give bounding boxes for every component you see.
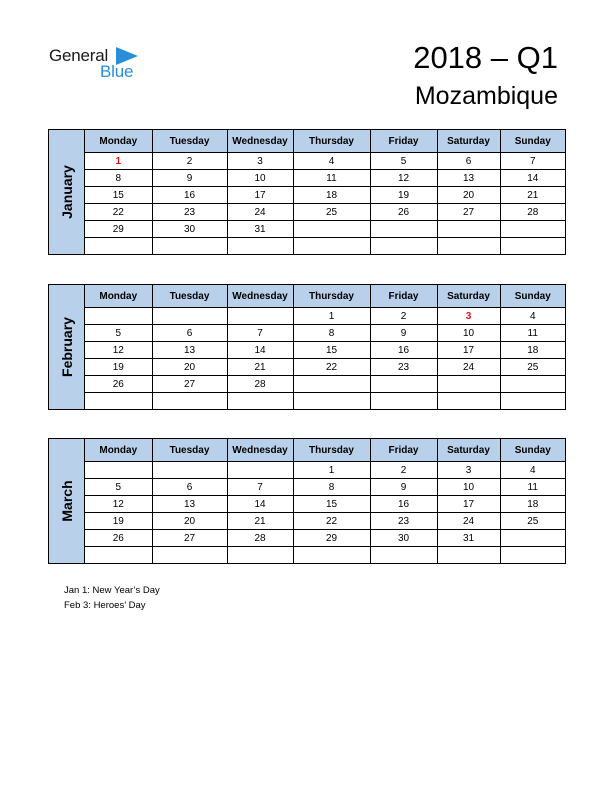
day-cell xyxy=(227,393,293,410)
day-cell xyxy=(227,547,293,564)
day-cell xyxy=(500,393,565,410)
week-row xyxy=(85,204,565,221)
week-row xyxy=(85,479,565,496)
day-cell: 21 xyxy=(227,359,293,376)
day-cell: 29 xyxy=(293,530,370,547)
day-cell xyxy=(293,238,370,255)
day-cell xyxy=(500,376,565,393)
weekday-header: Friday xyxy=(370,439,437,462)
month-side-label xyxy=(49,285,85,409)
day-cell xyxy=(293,393,370,410)
holiday-notes xyxy=(64,583,160,613)
day-cell: 19 xyxy=(85,513,152,530)
month-side-label xyxy=(49,439,85,563)
day-cell xyxy=(293,547,370,564)
month-grid xyxy=(85,439,565,563)
day-cell: 5 xyxy=(85,325,152,342)
day-cell xyxy=(437,221,500,238)
day-cell: 5 xyxy=(85,479,152,496)
day-cell: 13 xyxy=(437,170,500,187)
day-cell: 15 xyxy=(293,496,370,513)
day-cell: 23 xyxy=(370,359,437,376)
day-cell: 10 xyxy=(437,479,500,496)
day-cell xyxy=(227,462,293,479)
day-cell: 4 xyxy=(500,462,565,479)
day-cell xyxy=(293,221,370,238)
country-name: Mozambique xyxy=(414,82,558,110)
day-cell: 17 xyxy=(227,187,293,204)
weekday-header: Wednesday xyxy=(227,439,293,462)
day-cell xyxy=(152,462,227,479)
day-cell: 20 xyxy=(152,513,227,530)
weekday-header: Tuesday xyxy=(152,130,227,153)
weekday-header: Sunday xyxy=(500,130,565,153)
day-cell: 11 xyxy=(500,325,565,342)
weekday-header: Tuesday xyxy=(152,439,227,462)
day-cell: 15 xyxy=(85,187,152,204)
day-cell: 12 xyxy=(85,496,152,513)
day-cell: 19 xyxy=(370,187,437,204)
day-cell xyxy=(85,393,152,410)
day-cell xyxy=(293,376,370,393)
day-cell: 2 xyxy=(370,308,437,325)
day-cell: 10 xyxy=(227,170,293,187)
weekday-header: Wednesday xyxy=(227,285,293,308)
week-row xyxy=(85,308,565,325)
day-cell: 7 xyxy=(500,153,565,170)
day-cell: 16 xyxy=(152,187,227,204)
day-cell xyxy=(500,221,565,238)
month-name: January xyxy=(58,165,75,219)
day-cell: 3 xyxy=(437,462,500,479)
weekday-header: Friday xyxy=(370,285,437,308)
weekday-header: Wednesday xyxy=(227,130,293,153)
day-cell: 7 xyxy=(227,325,293,342)
day-cell: 8 xyxy=(85,170,152,187)
day-cell xyxy=(85,238,152,255)
weekday-header: Saturday xyxy=(437,439,500,462)
week-row xyxy=(85,359,565,376)
week-row xyxy=(85,393,565,410)
day-cell xyxy=(152,547,227,564)
weekday-header: Thursday xyxy=(293,285,370,308)
day-cell: 30 xyxy=(370,530,437,547)
day-cell: 26 xyxy=(85,376,152,393)
day-cell: 29 xyxy=(85,221,152,238)
month-calendar-february xyxy=(48,284,566,410)
day-cell: 23 xyxy=(152,204,227,221)
holiday-note: Feb 3: Heroes’ Day xyxy=(64,600,146,611)
weekday-header: Saturday xyxy=(437,130,500,153)
day-cell: 31 xyxy=(437,530,500,547)
day-cell xyxy=(500,547,565,564)
day-cell: 18 xyxy=(293,187,370,204)
day-cell xyxy=(370,547,437,564)
day-cell: 22 xyxy=(85,204,152,221)
weekday-header: Monday xyxy=(85,130,152,153)
day-cell: 16 xyxy=(370,496,437,513)
day-cell: 20 xyxy=(437,187,500,204)
week-row xyxy=(85,462,565,479)
day-cell xyxy=(370,221,437,238)
weekday-header: Tuesday xyxy=(152,285,227,308)
weekday-header: Friday xyxy=(370,130,437,153)
day-cell xyxy=(370,238,437,255)
weekday-header-row xyxy=(85,130,565,153)
weekday-header: Sunday xyxy=(500,285,565,308)
day-cell xyxy=(85,547,152,564)
day-cell: 30 xyxy=(152,221,227,238)
day-cell: 28 xyxy=(227,376,293,393)
day-cell: 15 xyxy=(293,342,370,359)
day-cell: 24 xyxy=(437,513,500,530)
day-cell: 2 xyxy=(370,462,437,479)
page-title: 2018 – Q1 xyxy=(413,40,558,75)
weekday-header: Thursday xyxy=(293,439,370,462)
day-cell: 21 xyxy=(227,513,293,530)
holiday-day-cell: 1 xyxy=(85,153,152,170)
day-cell: 26 xyxy=(370,204,437,221)
month-calendar-march xyxy=(48,438,566,564)
weekday-header: Monday xyxy=(85,285,152,308)
week-row xyxy=(85,530,565,547)
week-row xyxy=(85,342,565,359)
day-cell xyxy=(437,393,500,410)
day-cell: 6 xyxy=(437,153,500,170)
day-cell: 3 xyxy=(227,153,293,170)
day-cell: 22 xyxy=(293,513,370,530)
holiday-note: Jan 1: New Year’s Day xyxy=(64,585,160,596)
day-cell: 20 xyxy=(152,359,227,376)
day-cell xyxy=(500,530,565,547)
day-cell xyxy=(437,238,500,255)
day-cell: 18 xyxy=(500,342,565,359)
day-cell xyxy=(370,393,437,410)
day-cell: 8 xyxy=(293,325,370,342)
day-cell: 5 xyxy=(370,153,437,170)
day-cell: 31 xyxy=(227,221,293,238)
day-cell xyxy=(152,393,227,410)
day-cell xyxy=(85,462,152,479)
day-cell xyxy=(85,308,152,325)
day-cell: 12 xyxy=(370,170,437,187)
day-cell: 27 xyxy=(437,204,500,221)
month-calendar-january xyxy=(48,129,566,255)
day-cell: 27 xyxy=(152,530,227,547)
weekday-header: Monday xyxy=(85,439,152,462)
week-row xyxy=(85,238,565,255)
day-cell: 1 xyxy=(293,462,370,479)
weekday-header: Saturday xyxy=(437,285,500,308)
month-grid xyxy=(85,285,565,409)
day-cell xyxy=(227,308,293,325)
day-cell: 13 xyxy=(152,342,227,359)
day-cell xyxy=(152,308,227,325)
day-cell: 22 xyxy=(293,359,370,376)
day-cell: 6 xyxy=(152,479,227,496)
generalblue-logo xyxy=(49,44,149,84)
day-cell: 9 xyxy=(370,325,437,342)
weekday-header: Sunday xyxy=(500,439,565,462)
day-cell: 12 xyxy=(85,342,152,359)
day-cell: 23 xyxy=(370,513,437,530)
day-cell: 17 xyxy=(437,496,500,513)
week-row xyxy=(85,187,565,204)
day-cell: 14 xyxy=(227,342,293,359)
week-row xyxy=(85,376,565,393)
day-cell: 18 xyxy=(500,496,565,513)
holiday-day-cell: 3 xyxy=(437,308,500,325)
weekday-header: Thursday xyxy=(293,130,370,153)
day-cell: 16 xyxy=(370,342,437,359)
day-cell: 17 xyxy=(437,342,500,359)
weekday-header-row xyxy=(85,285,565,308)
day-cell: 24 xyxy=(227,204,293,221)
week-row xyxy=(85,153,565,170)
day-cell xyxy=(152,238,227,255)
logo-flag-icon xyxy=(116,47,138,65)
day-cell: 25 xyxy=(500,359,565,376)
day-cell: 2 xyxy=(152,153,227,170)
week-row xyxy=(85,547,565,564)
day-cell: 13 xyxy=(152,496,227,513)
day-cell xyxy=(500,238,565,255)
day-cell xyxy=(437,376,500,393)
day-cell xyxy=(227,238,293,255)
day-cell: 10 xyxy=(437,325,500,342)
day-cell: 28 xyxy=(500,204,565,221)
day-cell: 7 xyxy=(227,479,293,496)
month-name: March xyxy=(58,480,75,522)
week-row xyxy=(85,496,565,513)
month-side-label xyxy=(49,130,85,254)
week-row xyxy=(85,325,565,342)
day-cell: 26 xyxy=(85,530,152,547)
day-cell: 4 xyxy=(293,153,370,170)
week-row xyxy=(85,221,565,238)
day-cell: 4 xyxy=(500,308,565,325)
day-cell: 11 xyxy=(500,479,565,496)
day-cell: 27 xyxy=(152,376,227,393)
day-cell: 21 xyxy=(500,187,565,204)
week-row xyxy=(85,170,565,187)
day-cell: 6 xyxy=(152,325,227,342)
day-cell xyxy=(370,376,437,393)
day-cell: 25 xyxy=(500,513,565,530)
month-name: February xyxy=(58,317,75,377)
day-cell: 25 xyxy=(293,204,370,221)
day-cell: 11 xyxy=(293,170,370,187)
day-cell: 14 xyxy=(227,496,293,513)
day-cell xyxy=(437,547,500,564)
day-cell: 14 xyxy=(500,170,565,187)
week-row xyxy=(85,513,565,530)
day-cell: 19 xyxy=(85,359,152,376)
day-cell: 8 xyxy=(293,479,370,496)
day-cell: 28 xyxy=(227,530,293,547)
logo-general-text: General xyxy=(49,46,109,65)
day-cell: 9 xyxy=(370,479,437,496)
day-cell: 9 xyxy=(152,170,227,187)
day-cell: 1 xyxy=(293,308,370,325)
month-grid xyxy=(85,130,565,254)
day-cell: 24 xyxy=(437,359,500,376)
logo-blue-text: Blue xyxy=(100,62,134,81)
weekday-header-row xyxy=(85,439,565,462)
